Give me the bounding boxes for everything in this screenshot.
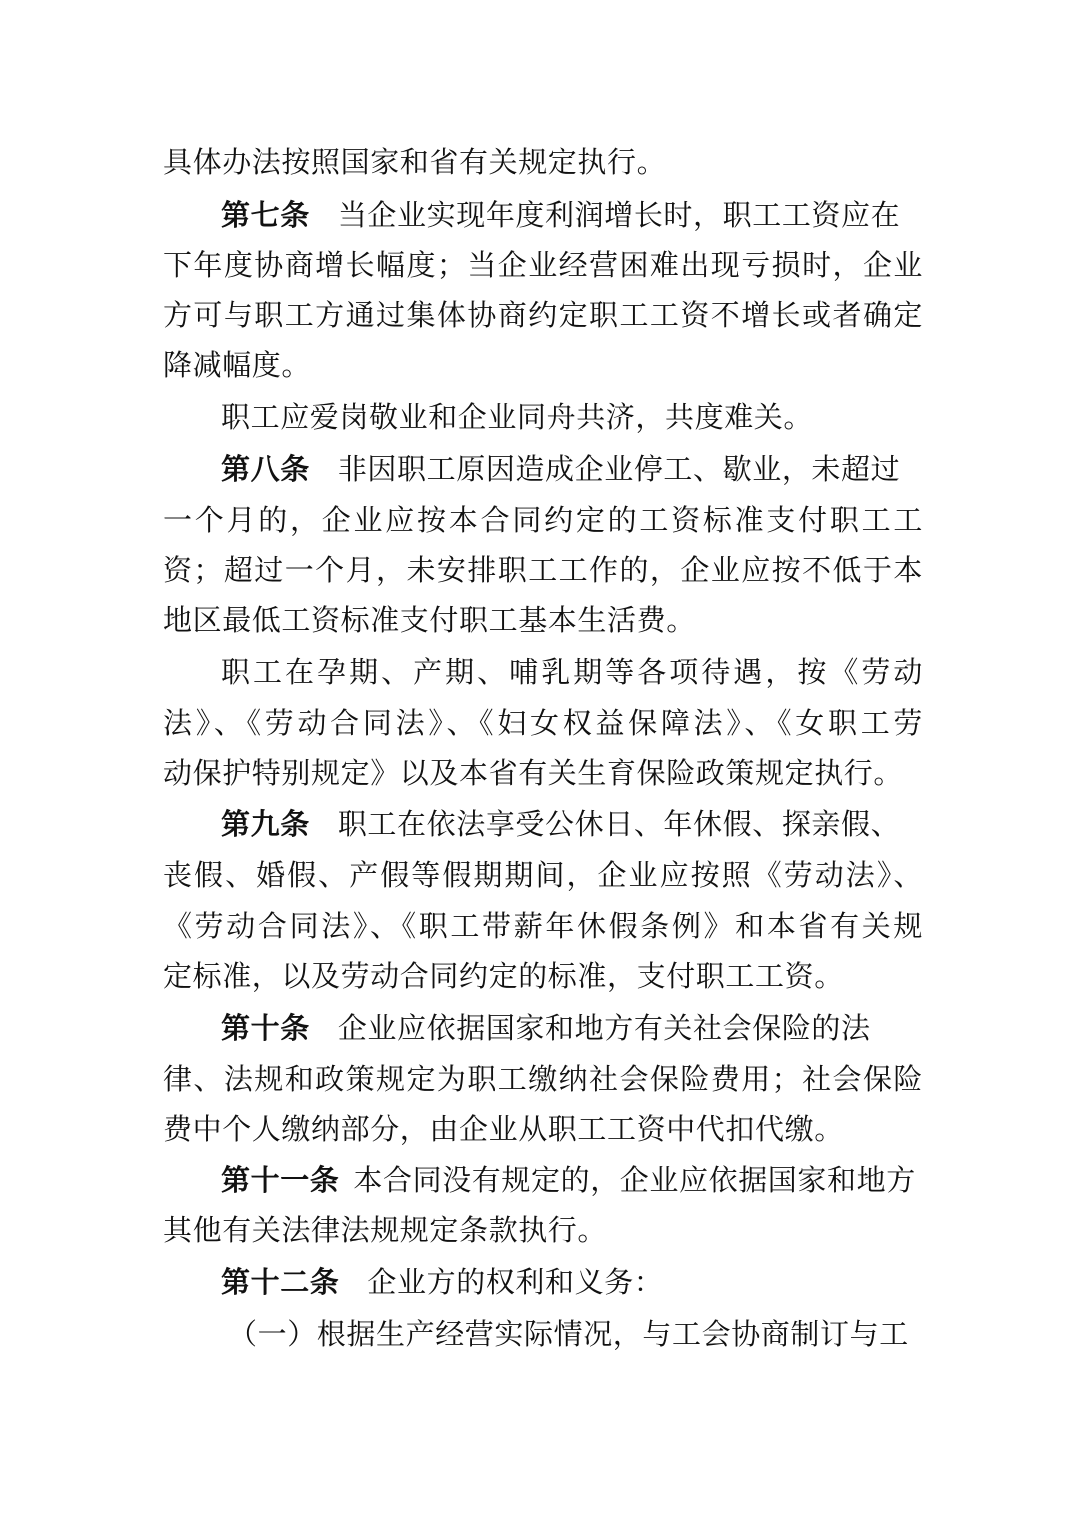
article-11-heading: 第十一条 [221,1163,340,1197]
text-line: 费中个人缴纳部分，由企业从职工工资中代扣代缴。 [163,1112,844,1146]
article-8-heading: 第八条 [221,452,310,486]
text-line: 其他有关法律法规规定条款执行。 [163,1213,608,1247]
text-line: 定标准，以及劳动合同约定的标准，支付职工工资。 [163,959,844,993]
article-8-line [221,449,923,489]
article-7-heading: 第七条 [221,198,310,232]
article-7-line [221,195,923,235]
text-line: 下年度协商增长幅度；当企业经营困难出现亏损时，企业 [163,248,923,282]
text-line: 一个月的，企业应按本合同约定的工资标准支付职工工 [163,503,923,537]
text-line: 职工应爱岗敬业和企业同舟共济，共度难关。 [221,400,814,434]
article-12-heading: 第十二条 [221,1265,340,1299]
text-line: 丧假、婚假、产假等假期期间，企业应按照《劳动法》、 [163,858,923,892]
text-line: 职工在孕期、产期、哺乳期等各项待遇，按《劳动 [221,655,923,689]
text-line: 地区最低工资标准支付职工基本生活费。 [163,603,696,637]
article-10-text: 企业应依据国家和地方有关社会保险的法 [337,1011,871,1045]
article-7-text: 当企业实现年度利润增长时，职工工资应在 [337,198,901,232]
article-12-line [221,1262,923,1302]
text-line: 具体办法按照国家和省有关规定执行。 [163,145,667,179]
text-line: 动保护特别规定》以及本省有关生育保险政策规定执行。 [163,756,904,790]
article-11-line [221,1160,923,1200]
text-line: 降减幅度。 [163,348,312,382]
text-line: 《劳动合同法》、《职工带薪年休假条例》和本省有关规 [163,909,923,943]
text-line: 资；超过一个月，未安排职工工作的，企业应按不低于本 [163,553,923,587]
article-10-line [221,1008,923,1048]
article-8-text: 非因职工原因造成企业停工、歇业，未超过 [337,452,901,486]
article-12-text: 企业方的权利和义务： [367,1265,664,1299]
text-line: 方可与职工方通过集体协商约定职工工资不增长或者确定 [163,298,923,332]
text-line: 律、法规和政策规定为职工缴纳社会保险费用；社会保险 [163,1062,923,1096]
text-line: 法》、《劳动合同法》、《妇女权益保障法》、《女职工劳 [163,706,923,740]
article-10-heading: 第十条 [221,1011,310,1045]
article-9-text: 职工在依法享受公休日、年休假、探亲假、 [337,807,901,841]
article-9-line [221,804,923,844]
article-9-heading: 第九条 [221,807,310,841]
article-11-text: 本合同没有规定的，企业应依据国家和地方 [353,1163,916,1197]
text-line: （一）根据生产经营实际情况，与工会协商制订与工 [228,1317,909,1351]
